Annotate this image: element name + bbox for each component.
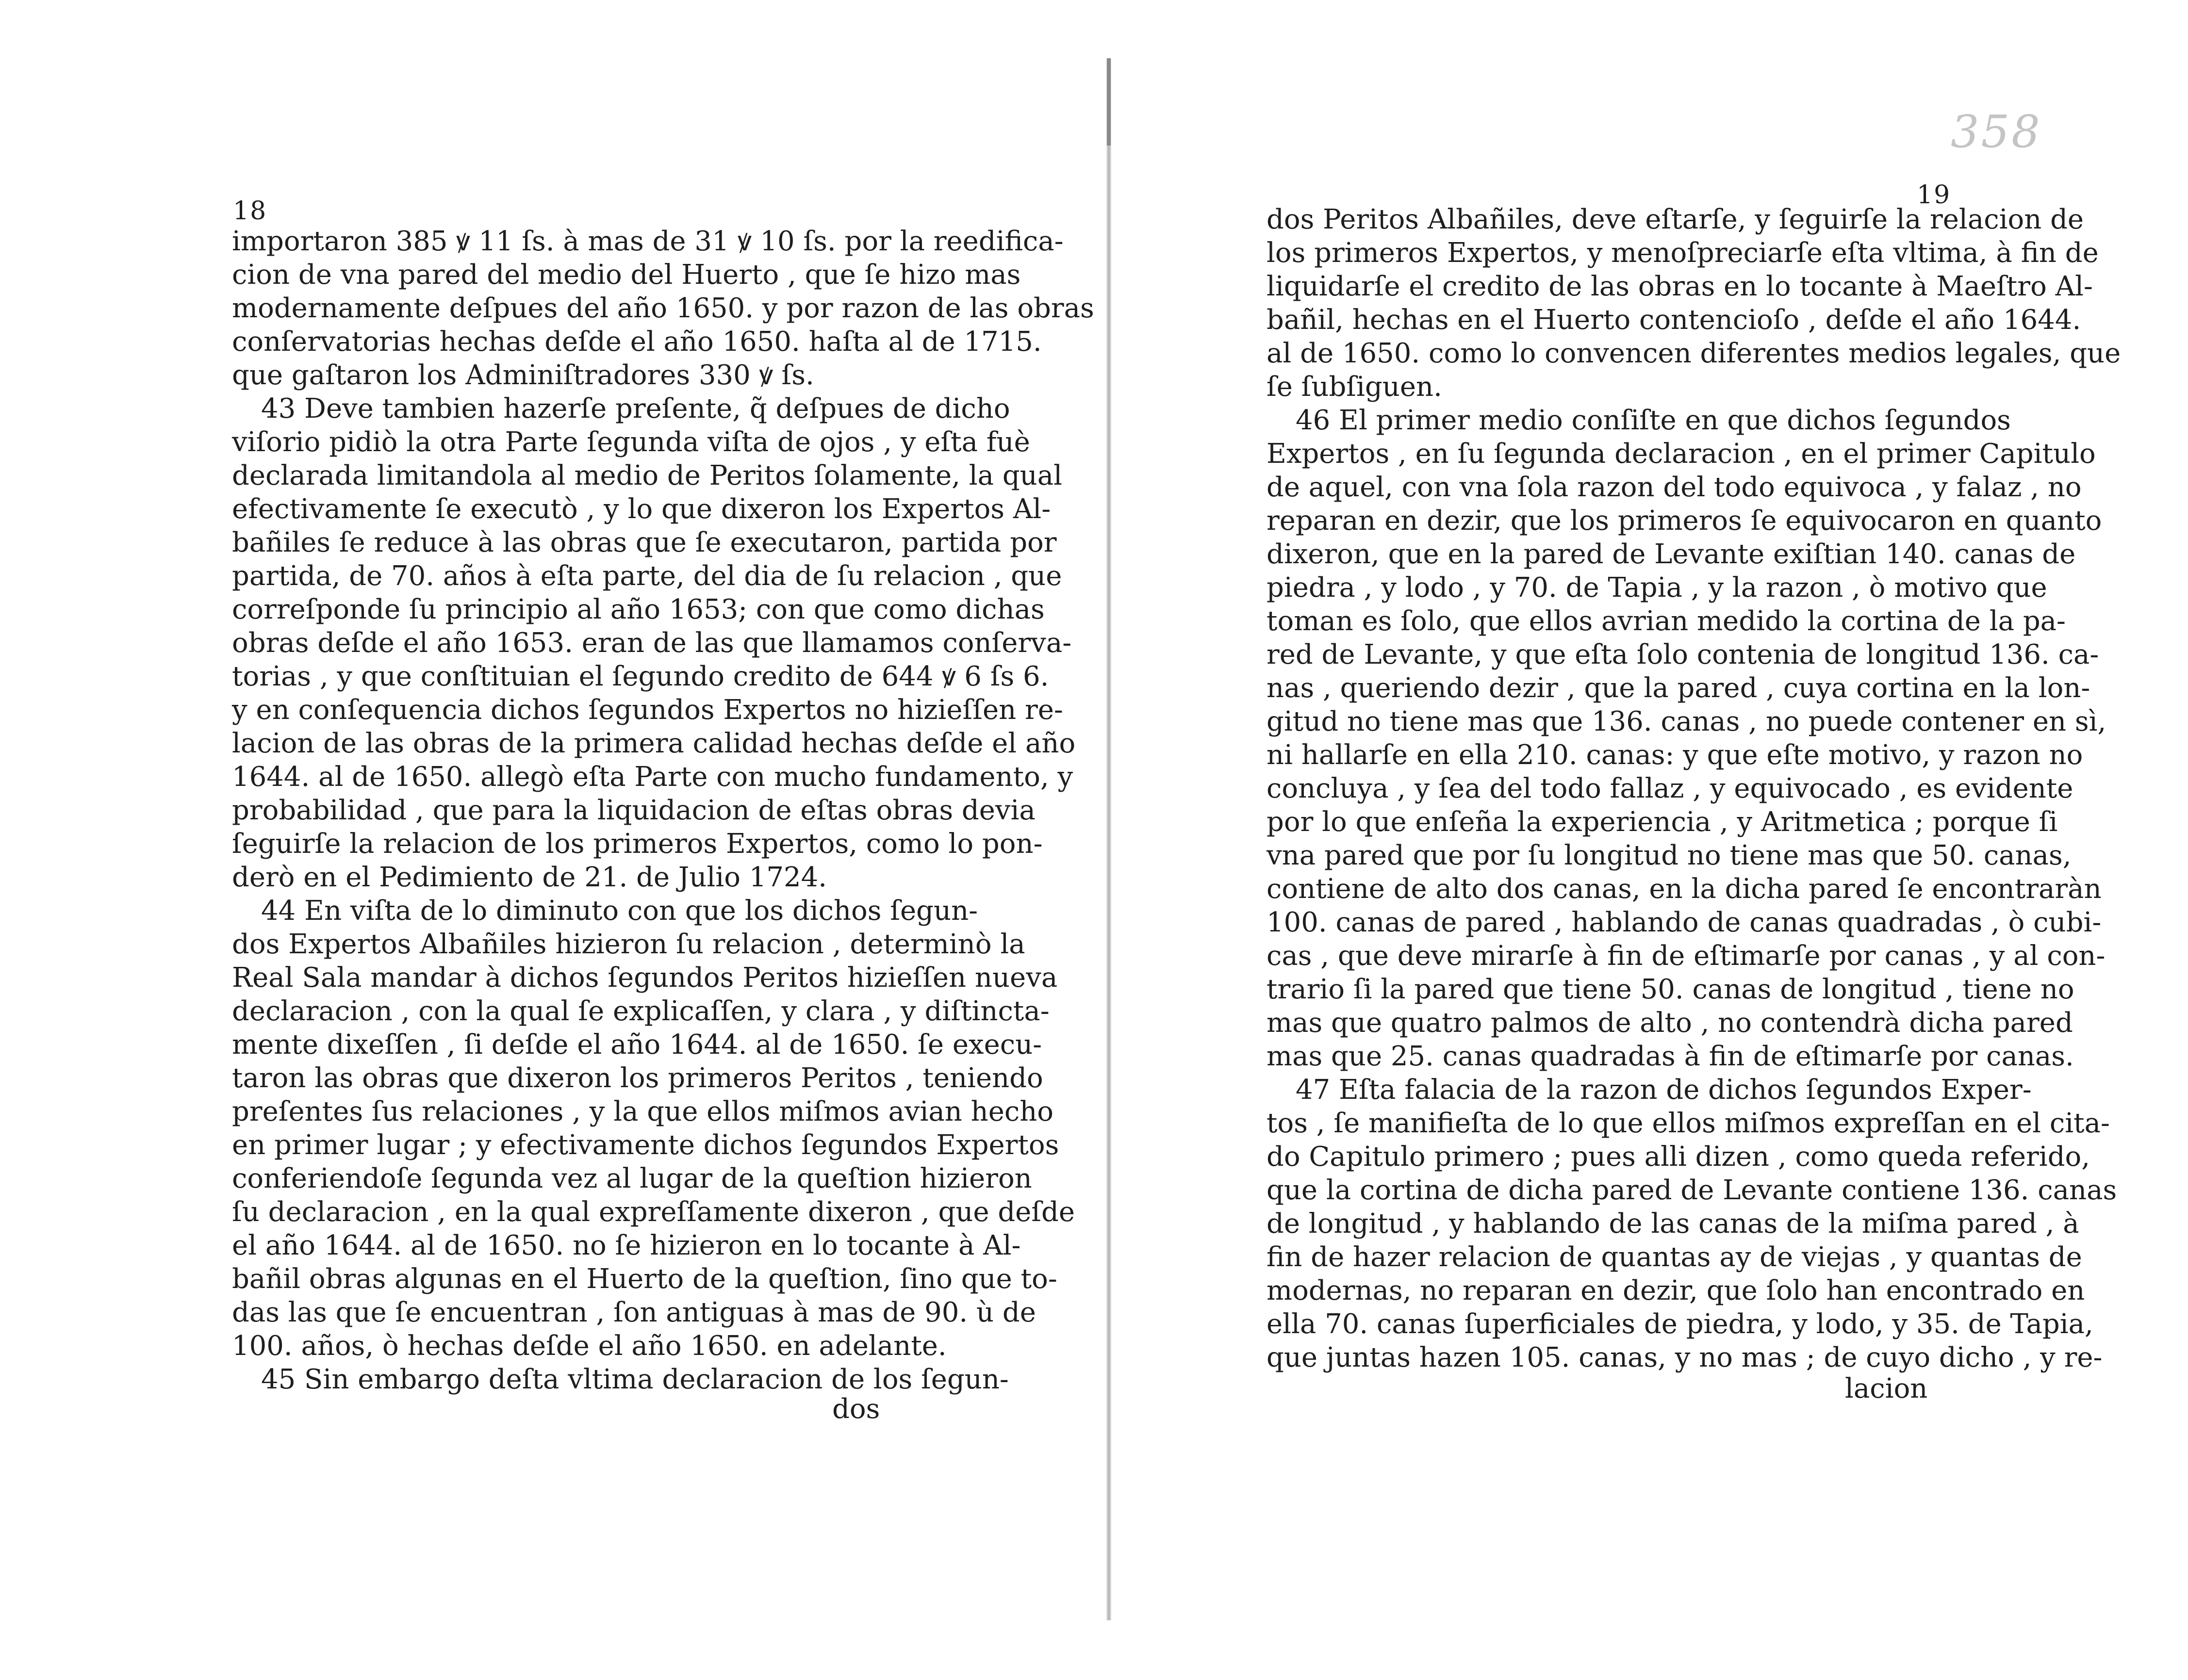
- text-line: ſe ſubſiguen.: [1267, 371, 1442, 403]
- text-line: nas , queriendo dezir , que la pared , cuya cortina en la lon-: [1267, 672, 2090, 704]
- text-line: conſervatorias hechas deſde el año 1650. haſta al de 1715.: [232, 326, 1042, 358]
- text-line: gitud no tiene mas que 136. canas , no puede contener en sì,: [1267, 706, 2106, 737]
- page-number: 19: [1917, 180, 1951, 210]
- page-text: [232, 225, 1094, 1396]
- text-line: 100. años, ò hechas deſde el año 1650. en adelante.: [232, 1330, 947, 1362]
- text-line: declarada limitandola al medio de Peritos ſolamente, la qual: [232, 460, 1063, 491]
- text-line: partida, de 70. años à eſta parte, del dia de ſu relacion , que: [232, 560, 1062, 592]
- text-line: ni hallarſe en ella 210. canas: y que eſte motivo, y razon no: [1267, 739, 2083, 771]
- text-line: en primer lugar ; y efectivamente dichos ſegundos Expertos: [232, 1129, 1059, 1161]
- page-number: 18: [233, 196, 267, 226]
- text-line: el año 1644. al de 1650. no ſe hizieron en lo tocante à Al-: [232, 1230, 1021, 1261]
- text-line: por lo que enſeña la experiencia , y Aritmetica ; porque ſi: [1267, 806, 2058, 838]
- right-page: [1111, 0, 2188, 1680]
- text-line: preſentes ſus relaciones , y la que ellos miſmos avian hecho: [232, 1096, 1053, 1127]
- text-line: derò en el Pedimiento de 21. de Julio 1724.: [232, 862, 827, 893]
- text-line: 43 Deve tambien hazerſe preſente, q̃ deſpues de dicho: [261, 393, 1010, 424]
- text-line: das las que ſe encuentran , ſon antiguas à mas de 90. ù de: [232, 1297, 1036, 1328]
- text-line: vna pared que por ſu longitud no tiene mas que 50. canas,: [1267, 840, 2072, 871]
- text-line: ella 70. canas ſuperficiales de piedra, y lodo, y 35. de Tapia,: [1267, 1308, 2093, 1340]
- text-line: modernas, no reparan en dezir, que ſolo han encontrado en: [1267, 1275, 2085, 1306]
- page-text: [1267, 203, 2121, 1374]
- text-line: de aquel, con vna ſola razon del todo equivoca , y falaz , no: [1267, 472, 2082, 503]
- text-line: toman es ſolo, que ellos avrian medido la cortina de la pa-: [1267, 605, 2066, 637]
- text-line: 44 En viſta de lo diminuto con que los dichos ſegun-: [261, 895, 978, 927]
- text-line: piedra , y lodo , y 70. de Tapia , y la razon , ò motivo que: [1267, 572, 2047, 603]
- text-line: los primeros Expertos, y menoſpreciarſe eſta vltima, à fin de: [1267, 237, 2099, 269]
- text-line: dos Peritos Albañiles, deve eſtarſe, y ſeguirſe la relacion de: [1267, 204, 2084, 235]
- text-line: cion de vna pared del medio del Huerto , que ſe hizo mas: [232, 259, 1021, 291]
- book-gutter: [1106, 58, 1111, 1620]
- text-line: torias , y que conſtituian el ſegundo credito de 644 ꝟ 6 ſs 6.: [232, 661, 1049, 692]
- text-line: dos Expertos Albañiles hizieron ſu relacion , determinò la: [232, 929, 1025, 960]
- text-line: probabilidad , que para la liquidacion de eſtas obras devia: [232, 795, 1036, 826]
- catchword: lacion: [1845, 1373, 1928, 1404]
- text-line: de longitud , y hablando de las canas de la miſma pared , à: [1267, 1208, 2079, 1240]
- text-line: cas , que deve mirarſe à fin de eſtimarſe por canas , y al con-: [1267, 940, 2106, 972]
- text-line: bañil obras algunas en el Huerto de la queſtion, ſino que to-: [232, 1263, 1057, 1295]
- text-line: conferiendoſe ſegunda vez al lugar de la queſtion hizieron: [232, 1163, 1032, 1194]
- text-line: ſeguirſe la relacion de los primeros Expertos, como lo pon-: [232, 828, 1043, 860]
- text-line: efectivamente ſe executò , y lo que dixeron los Expertos Al-: [232, 493, 1051, 525]
- text-line: do Capitulo primero ; pues alli dizen , como queda referido,: [1267, 1141, 2090, 1173]
- text-line: importaron 385 ꝟ 11 ſs. à mas de 31 ꝟ 10 ſs. por la reedifica-: [232, 226, 1064, 257]
- catchword: dos: [832, 1393, 880, 1425]
- text-line: mente dixeſſen , ſi deſde el año 1644. al de 1650. ſe execu-: [232, 1029, 1042, 1060]
- text-line: dixeron, que en la pared de Levante exiſtian 140. canas de: [1267, 538, 2076, 570]
- text-line: mas que 25. canas quadradas à fin de eſtimarſe por canas.: [1267, 1041, 2074, 1072]
- text-line: fin de hazer relacion de quantas ay de viejas , y quantas de: [1267, 1241, 2082, 1273]
- text-line: 100. canas de pared , hablando de canas quadradas , ò cubi-: [1267, 907, 2102, 938]
- text-line: modernamente deſpues del año 1650. y por razon de las obras: [232, 293, 1094, 324]
- text-line: liquidarſe el credito de las obras en lo tocante à Maeſtro Al-: [1267, 271, 2093, 302]
- folio-stamp: 358: [1951, 106, 2042, 158]
- text-line: red de Levante, y que eſta ſolo contenia de longitud 136. ca-: [1267, 639, 2099, 670]
- text-line: mas que quatro palmos de alto , no contendrà dicha pared: [1267, 1007, 2073, 1039]
- text-line: que la cortina de dicha pared de Levante contiene 136. canas: [1267, 1174, 2117, 1206]
- text-line: y en conſequencia dichos ſegundos Expertos no hizieſſen re-: [232, 694, 1063, 726]
- text-line: reparan en dezir, que los primeros ſe equivocaron en quanto: [1267, 505, 2102, 537]
- text-line: viſorio pidiò la otra Parte ſegunda viſta de ojos , y eſta fuè: [232, 426, 1030, 458]
- text-line: concluya , y ſea del todo fallaz , y equivocado , es evidente: [1267, 773, 2073, 804]
- text-line: taron las obras que dixeron los primeros Peritos , teniendo: [232, 1062, 1043, 1094]
- text-line: declaracion , con la qual ſe explicaſſen, y clara , y diſtincta-: [232, 995, 1050, 1027]
- text-line: Real Sala mandar à dichos ſegundos Peritos hizieſſen nueva: [232, 962, 1058, 994]
- text-line: al de 1650. como lo convencen diferentes medios legales, que: [1267, 338, 2121, 369]
- text-line: correſponde ſu principio al año 1653; con que como dichas: [232, 594, 1045, 625]
- text-line: obras deſde el año 1653. eran de las que llamamos conſerva-: [232, 627, 1072, 659]
- text-line: Expertos , en ſu ſegunda declaracion , en el primer Capitulo: [1267, 438, 2096, 470]
- text-line: lacion de las obras de la primera calidad hechas deſde el año: [232, 728, 1076, 759]
- text-line: ſu declaracion , en la qual expreſſamente dixeron , que deſde: [232, 1196, 1075, 1228]
- text-line: 45 Sin embargo deſta vltima declaracion de los ſegun-: [261, 1364, 1009, 1395]
- gutter-shadow: [1107, 58, 1111, 146]
- text-line: contiene de alto dos canas, en la dicha pared ſe encontraràn: [1267, 873, 2102, 905]
- text-line: 46 El primer medio conſiſte en que dichos ſegundos: [1296, 405, 2011, 436]
- text-line: tos , ſe manifieſta de lo que ellos miſmos expreſſan en el cita-: [1267, 1108, 2110, 1139]
- text-line: 1644. al de 1650. allegò eſta Parte con mucho fundamento, y: [232, 761, 1073, 793]
- text-line: bañil, hechas en el Huerto contencioſo , deſde el año 1644.: [1267, 304, 2081, 336]
- text-line: bañiles ſe reduce à las obras que ſe executaron, partida por: [232, 527, 1057, 558]
- text-line: 47 Eſta falacia de la razon de dichos ſegundos Exper-: [1296, 1074, 2032, 1106]
- text-line: que juntas hazen 105. canas, y no mas ; de cuyo dicho , y re-: [1267, 1342, 2103, 1373]
- text-line: trario ſi la pared que tiene 50. canas de longitud , tiene no: [1267, 974, 2074, 1005]
- text-line: que gaſtaron los Adminiſtradores 330 ꝟ ſs.: [232, 359, 814, 391]
